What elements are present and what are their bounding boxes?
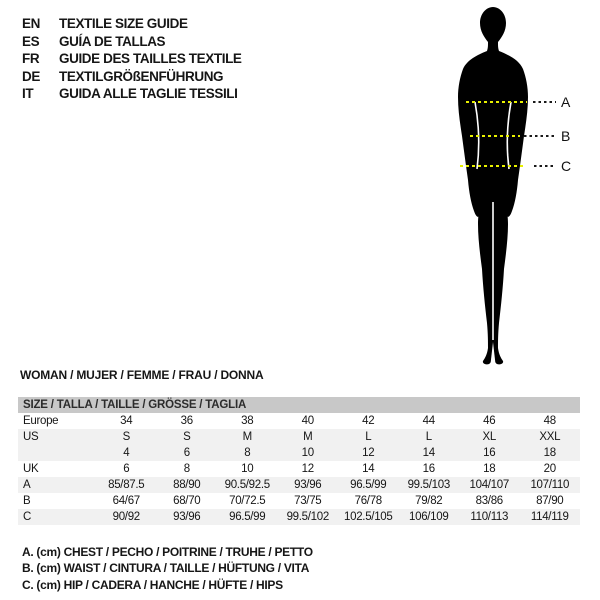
language-code: FR xyxy=(22,51,40,67)
size-value: 18 xyxy=(483,463,496,475)
hip-pointer-dots xyxy=(534,165,556,167)
size-value: XL xyxy=(482,431,496,443)
size-value: 34 xyxy=(120,415,133,427)
marker-label-a: A xyxy=(561,94,571,110)
size-value: 14 xyxy=(422,447,435,459)
table-row xyxy=(18,445,580,461)
language-title: GUIDA ALLE TAGLIE TESSILI xyxy=(59,86,238,102)
size-value: S xyxy=(122,431,130,443)
size-value: 16 xyxy=(422,463,435,475)
language-code: EN xyxy=(22,16,40,32)
size-value: 87/90 xyxy=(536,495,564,507)
size-value: 104/107 xyxy=(469,479,509,491)
woman-silhouette-svg xyxy=(448,6,538,368)
size-table-header: SIZE / TALLA / TAILLE / GRÖSSE / TAGLIA xyxy=(18,397,580,413)
size-value: 114/119 xyxy=(530,511,569,523)
table-row xyxy=(18,413,580,429)
size-value: 6 xyxy=(123,463,130,475)
chest-pointer-dots xyxy=(533,101,556,103)
size-value: M xyxy=(303,431,313,443)
size-table xyxy=(18,397,580,525)
size-value: 8 xyxy=(244,447,251,459)
size-table-body xyxy=(18,413,580,525)
size-value: 88/90 xyxy=(173,479,201,491)
size-value: 83/86 xyxy=(475,495,503,507)
table-row xyxy=(18,461,580,477)
size-value: 90/92 xyxy=(112,511,140,523)
size-value: 6 xyxy=(183,447,190,459)
size-value: L xyxy=(365,431,372,443)
size-value: 85/87.5 xyxy=(108,479,145,491)
size-value: M xyxy=(242,431,252,443)
size-value: 96.5/99 xyxy=(350,479,387,491)
size-value: 46 xyxy=(483,415,496,427)
size-value: 20 xyxy=(543,463,556,475)
size-value: 8 xyxy=(183,463,190,475)
row-label: US xyxy=(23,431,39,443)
table-row xyxy=(18,493,580,509)
hip-measure-line xyxy=(460,165,524,167)
size-value: 14 xyxy=(362,463,375,475)
size-value: L xyxy=(425,431,432,443)
woman-silhouette-icon xyxy=(448,6,538,368)
row-label: B xyxy=(23,495,31,507)
legend-chest: A. (cm) CHEST / PECHO / POITRINE / TRUHE / PETTO xyxy=(22,545,313,559)
size-value: 38 xyxy=(241,415,254,427)
table-row xyxy=(18,429,580,445)
size-value: 93/96 xyxy=(294,479,322,491)
size-value: 99.5/102 xyxy=(286,511,329,523)
table-row xyxy=(18,477,580,493)
size-value: 110/113 xyxy=(470,511,509,523)
language-title-block xyxy=(22,15,242,103)
legend-hip: C. (cm) HIP / CADERA / HANCHE / HÜFTE / HIPS xyxy=(22,577,283,592)
size-value: 4 xyxy=(123,447,130,459)
legend-waist: B. (cm) WAIST / CINTURA / TAILLE / HÜFTUNG / VITA xyxy=(22,561,310,576)
language-title: GUÍA DE TALLAS xyxy=(59,33,166,49)
size-value: 102.5/105 xyxy=(344,511,393,523)
language-title: TEXTILE SIZE GUIDE xyxy=(59,16,188,32)
language-row-es xyxy=(22,33,242,51)
size-value: 16 xyxy=(483,447,496,459)
size-value: 36 xyxy=(180,415,193,427)
marker-label-c: C xyxy=(561,158,572,174)
size-value: 90.5/92.5 xyxy=(224,479,270,491)
marker-label-b: B xyxy=(561,128,571,144)
language-row-de xyxy=(22,68,242,86)
size-value: S xyxy=(183,431,191,443)
size-value: 10 xyxy=(241,463,254,475)
row-label: C xyxy=(23,511,32,523)
size-value: 40 xyxy=(301,415,314,427)
size-value: 48 xyxy=(543,415,556,427)
language-row-en xyxy=(22,15,242,33)
language-code: IT xyxy=(22,86,34,102)
waist-measure-line xyxy=(470,135,520,137)
row-label: UK xyxy=(23,463,39,475)
size-value: 79/82 xyxy=(415,495,443,507)
measurement-legend xyxy=(22,545,313,594)
size-value: 70/72.5 xyxy=(229,495,266,507)
size-value: 44 xyxy=(422,415,435,427)
size-value: 68/70 xyxy=(173,495,201,507)
row-label: A xyxy=(23,479,31,491)
size-value: 64/67 xyxy=(112,495,140,507)
size-value: 42 xyxy=(362,415,375,427)
size-value: 12 xyxy=(362,447,375,459)
language-code: ES xyxy=(22,33,40,49)
language-code: DE xyxy=(22,68,40,84)
chest-measure-line xyxy=(466,101,527,103)
language-title: GUIDE DES TAILLES TEXTILE xyxy=(59,51,242,67)
language-title: TEXTILGRÖßENFÜHRUNG xyxy=(59,68,224,84)
language-row-fr xyxy=(22,50,242,68)
size-value: 76/78 xyxy=(354,495,382,507)
waist-pointer-dots xyxy=(524,135,556,137)
size-value: 10 xyxy=(301,447,314,459)
row-label: Europe xyxy=(23,415,59,427)
size-value: 18 xyxy=(543,447,556,459)
language-row-it xyxy=(22,85,242,103)
size-value: XXL xyxy=(539,431,561,443)
size-value: 106/109 xyxy=(409,511,449,523)
size-value: 96.5/99 xyxy=(229,511,266,523)
size-value: 73/75 xyxy=(294,495,322,507)
size-value: 12 xyxy=(301,463,314,475)
size-value: 93/96 xyxy=(173,511,201,523)
section-title: WOMAN / MUJER / FEMME / FRAU / DONNA xyxy=(20,368,264,382)
size-value: 107/110 xyxy=(530,479,570,491)
size-value: 99.5/103 xyxy=(407,479,450,491)
table-row xyxy=(18,509,580,525)
